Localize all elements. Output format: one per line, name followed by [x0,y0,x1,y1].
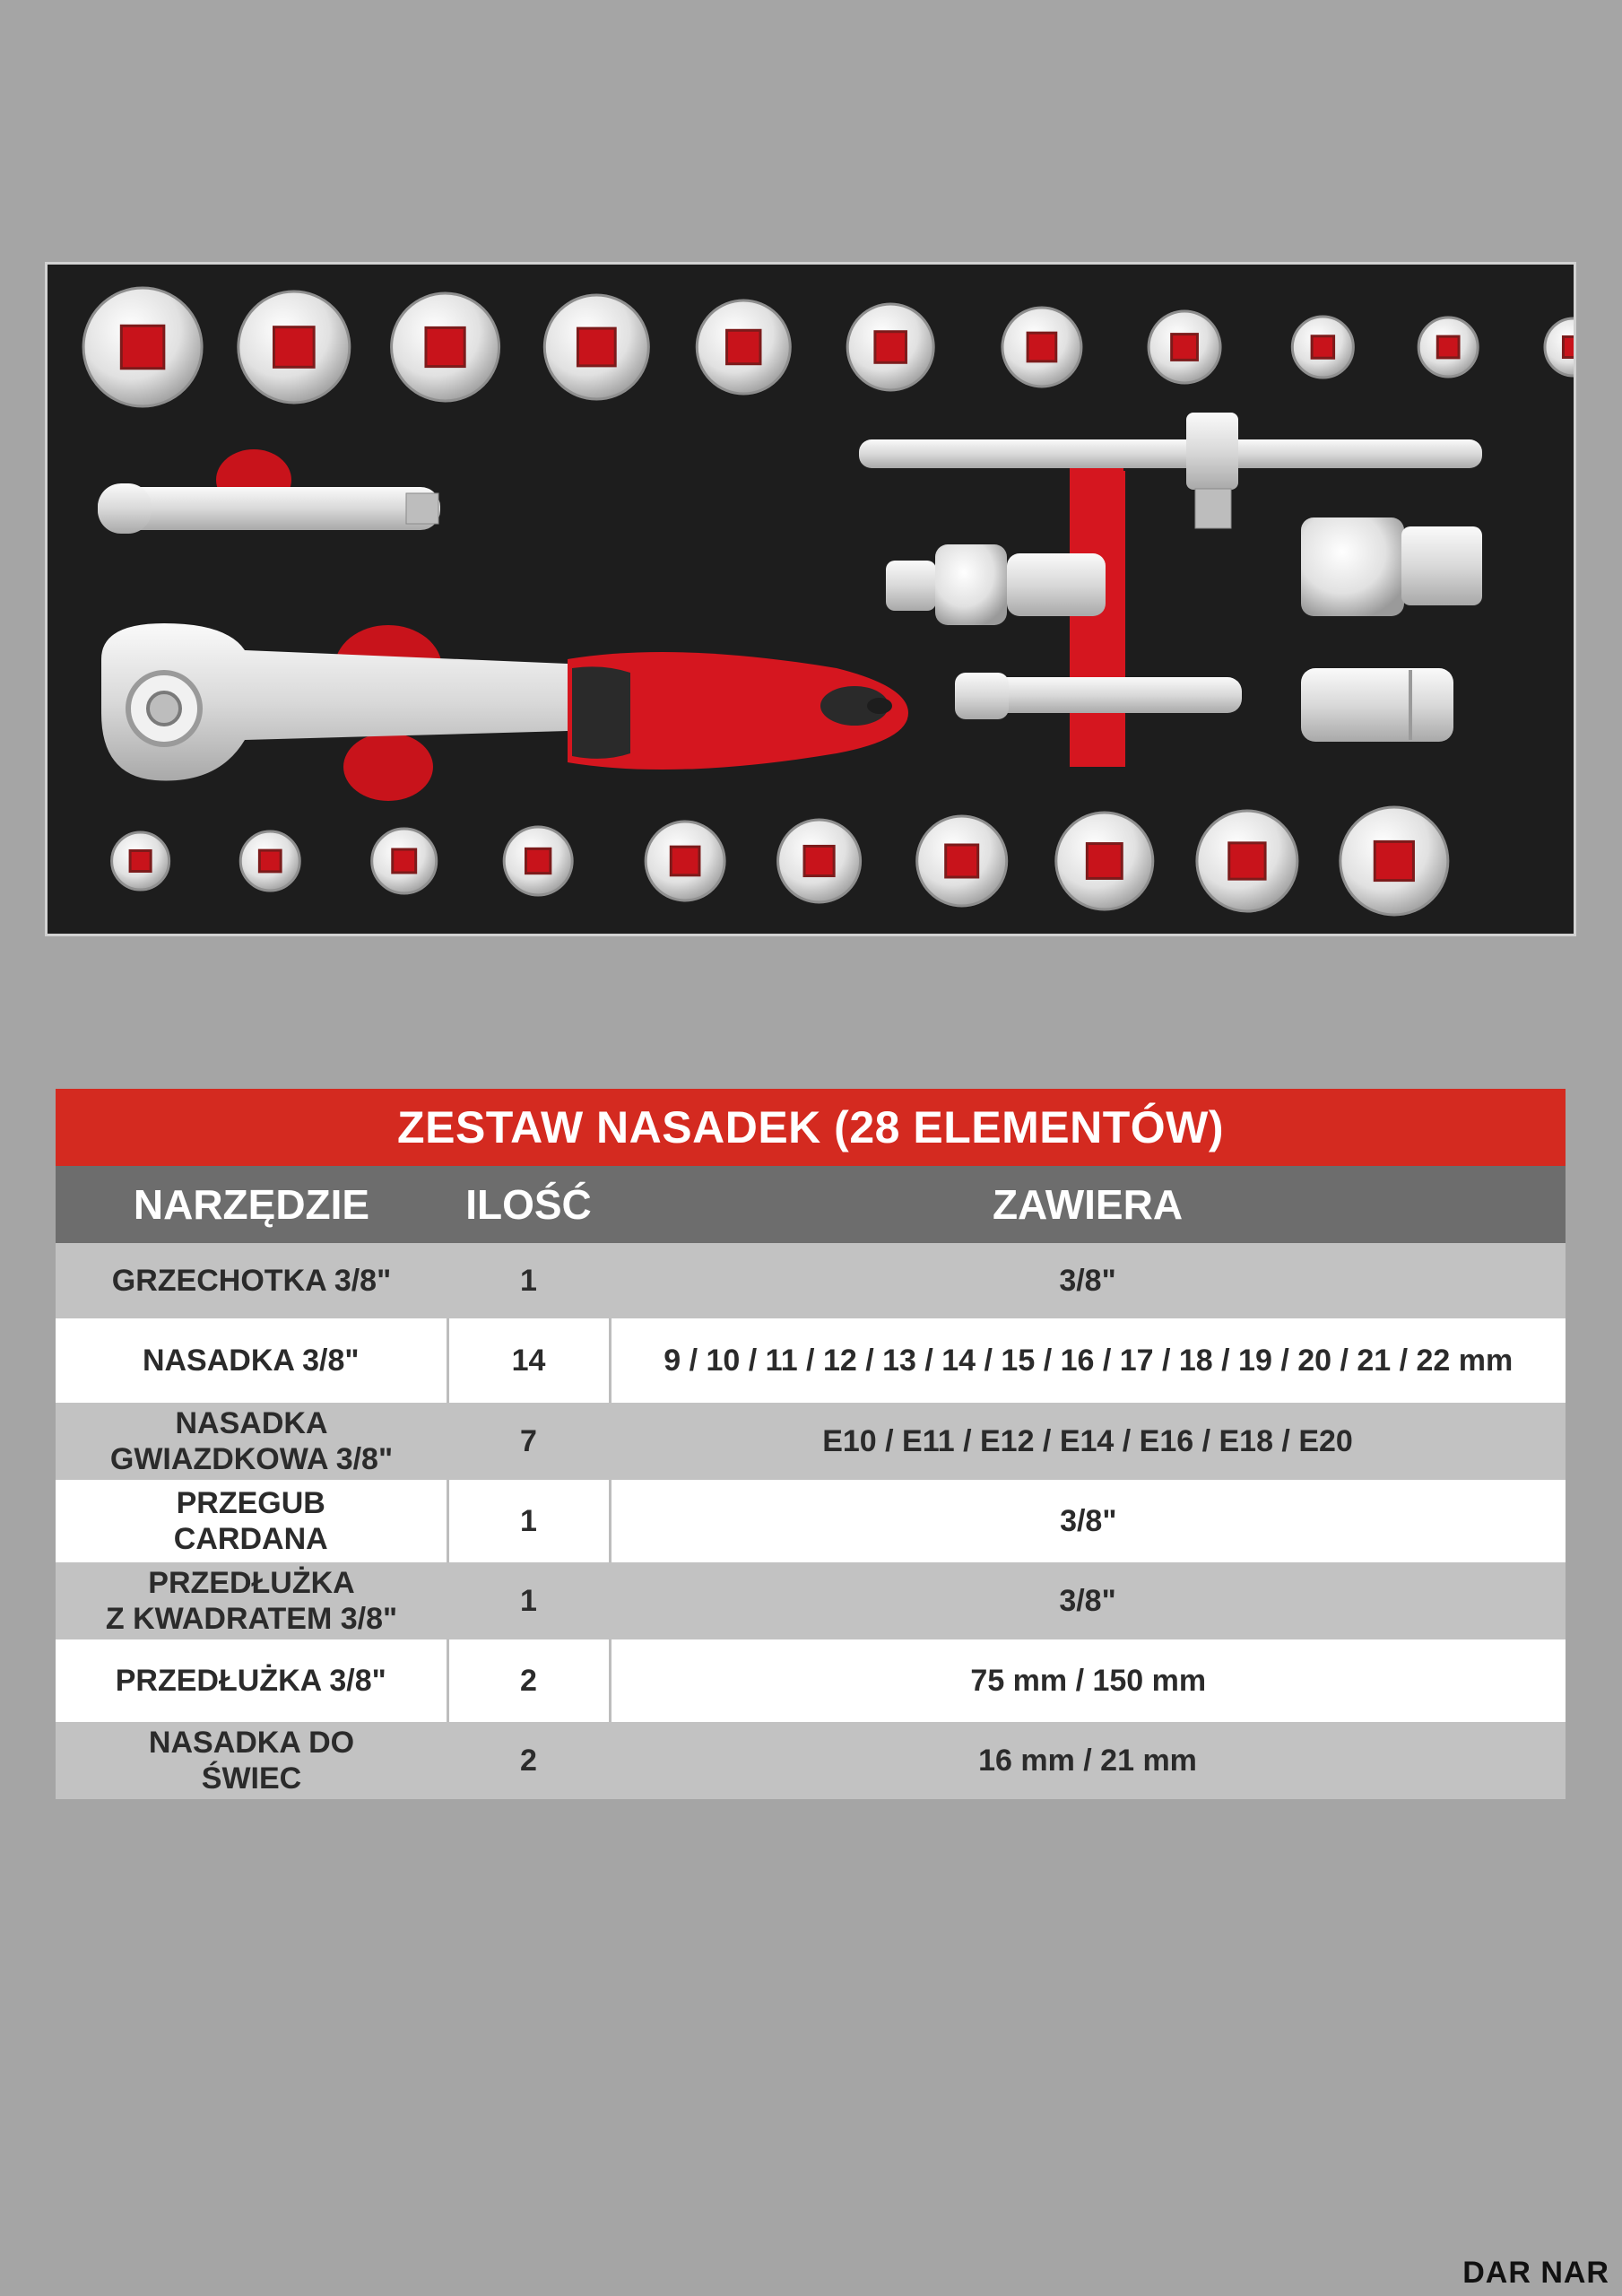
cell-contents: 9 / 10 / 11 / 12 / 13 / 14 / 15 / 16 / 17 / 18 / 19 / 20 / 21 / 22 mm [610,1318,1566,1403]
cell-qty: 1 [447,1562,610,1639]
socket-top-4-bore [577,328,615,366]
header-tool: NARZĘDZIE [56,1166,447,1243]
tool-name-line: GWIAZDKOWA 3/8" [109,1442,394,1476]
header-contents: ZAWIERA [610,1166,1566,1243]
socket-bottom-1-bore [130,850,151,871]
socket-bottom-3-bore [393,849,416,873]
socket-top-11-bore [1563,336,1574,357]
socket-top-8-bore [1172,335,1198,361]
cell-qty: 7 [447,1403,610,1480]
cell-contents: E10 / E11 / E12 / E14 / E16 / E18 / E20 [610,1403,1566,1480]
cell-tool [56,1243,447,1318]
socket-bottom-10-bore [1375,841,1413,880]
socket-bottom-9-bore [1229,843,1265,879]
brand-logo: DAR NAR [1462,2256,1609,2290]
socket-top-7-bore [1028,333,1056,361]
cell-tool [56,1403,447,1480]
table-title: ZESTAW NASADEK (28 ELEMENTÓW) [56,1089,1566,1166]
product-photo [45,262,1576,936]
cell-tool [56,1722,447,1799]
tool-name-line: NASADKA [175,1406,328,1440]
cell-contents: 3/8" [610,1480,1566,1562]
socket-bottom-6-bore [804,846,834,875]
cell-qty: 1 [447,1480,610,1562]
spec-table [56,1089,1566,1799]
tool-name-line: CARDANA [173,1522,328,1556]
table-row [56,1722,1566,1799]
table-row [56,1480,1566,1562]
cell-qty: 2 [447,1722,610,1799]
table-row [56,1639,1566,1722]
socket-top-3-bore [426,327,464,366]
socket-bottom-8-bore [1087,844,1122,879]
socket-top-10-bore [1437,336,1459,358]
cell-tool [56,1562,447,1639]
socket-top-6-bore [875,332,906,363]
table-row [56,1562,1566,1639]
tool-name-line: ŚWIEC [201,1761,302,1796]
tool-name-line: NASADKA 3/8" [142,1344,360,1378]
cell-contents: 16 mm / 21 mm [610,1722,1566,1799]
cell-tool [56,1480,447,1562]
header-qty: ILOŚĆ [447,1166,610,1243]
tool-name-line: NASADKA DO [148,1726,355,1760]
socket-bottom-2-bore [259,850,281,872]
cell-tool [56,1318,447,1403]
tool-name-line: GRZECHOTKA 3/8" [111,1264,392,1298]
tool-name-line: Z KWADRATEM 3/8" [105,1602,398,1636]
cell-qty: 2 [447,1639,610,1722]
cell-qty: 1 [447,1243,610,1318]
cell-contents: 3/8" [610,1243,1566,1318]
socket-top-1-bore [121,326,164,369]
table-row [56,1318,1566,1403]
cell-qty: 14 [447,1318,610,1403]
tool-name-line: PRZEDŁUŻKA [148,1566,355,1600]
cell-contents: 75 mm / 150 mm [610,1639,1566,1722]
tool-name-line: PRZEDŁUŻKA 3/8" [115,1664,386,1698]
extension-bar-short [955,673,1242,719]
tool-name-line: PRZEGUB [176,1486,325,1520]
socket-top-2-bore [274,327,315,368]
table-row [56,1243,1566,1318]
cell-tool [56,1639,447,1722]
socket-top-5-bore [727,330,760,363]
red-holder-strip [1070,471,1125,767]
socket-bottom-4-bore [526,848,551,873]
socket-top-9-bore [1312,336,1333,358]
tool-tray-illustration [48,265,1574,934]
cell-contents: 3/8" [610,1562,1566,1639]
table-row [56,1403,1566,1480]
socket-bottom-5-bore [671,847,699,875]
socket-bottom-7-bore [946,845,978,877]
